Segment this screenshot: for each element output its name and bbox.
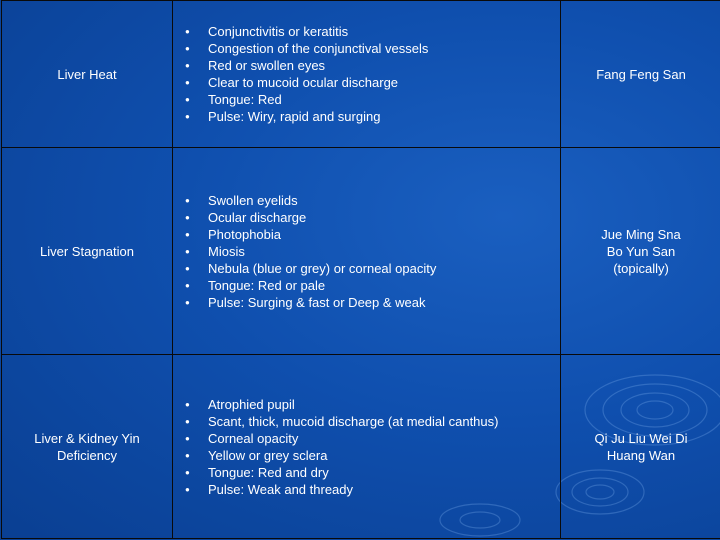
sign-text: Tongue: Red or pale [208,277,326,293]
sign-text: Pulse: Wiry, rapid and surging [208,109,381,124]
sign-text: Red or swollen eyes [208,58,326,73]
bullet-icon: ● [185,195,190,205]
formula-cell [561,148,720,355]
formula-label: Qi Ju Liu Wei Di Huang Wan [594,430,688,463]
list-item [185,74,560,91]
bullet-icon: ● [185,27,190,36]
list-item [185,447,560,464]
sign-text: Corneal opacity [208,430,299,446]
signs-cell [173,355,561,539]
condition-label: Liver Stagnation [40,243,134,259]
table-row [2,148,720,355]
bullet-icon: ● [185,484,190,494]
sign-text: Tongue: Red and dry [208,464,329,480]
sign-text: Nebula (blue or grey) or corneal opacity [208,260,437,276]
bullet-icon: ● [185,112,190,121]
list-item [185,226,560,243]
sign-text: Ocular discharge [208,209,307,225]
bullet-icon: ● [185,297,190,307]
bullet-icon: ● [185,263,190,273]
list-item [185,23,560,40]
bullet-icon: ● [185,280,190,290]
list-item [185,277,560,294]
sign-text: Miosis [208,243,245,259]
sign-text: Atrophied pupil [208,396,295,412]
list-item [185,464,560,481]
condition-label: Liver & Kidney Yin Deficiency [34,430,140,463]
condition-cell [2,148,173,355]
list-item [185,413,560,430]
table-row [2,1,720,148]
list-item [185,396,560,413]
list-item [185,481,560,498]
signs-list [173,396,560,498]
formula-label: Fang Feng San [596,66,686,82]
sign-text: Tongue: Red [208,92,282,107]
sign-text: Scant, thick, mucoid discharge (at medial canthus) [208,413,499,429]
list-item [185,91,560,108]
table-row [2,355,720,539]
bullet-icon: ● [185,61,190,70]
eye-condition-table [1,0,720,539]
bullet-icon: ● [185,44,190,53]
formula-cell [561,355,720,539]
list-item [185,40,560,57]
bullet-icon: ● [185,78,190,87]
signs-cell [173,148,561,355]
bullet-icon: ● [185,399,190,409]
sign-text: Pulse: Weak and thready [208,481,354,497]
sign-text: Yellow or grey sclera [208,447,328,463]
list-item [185,294,560,311]
bullet-icon: ● [185,467,190,477]
bullet-icon: ● [185,229,190,239]
list-item [185,209,560,226]
list-item [185,243,560,260]
signs-cell [173,1,561,148]
sign-text: Swollen eyelids [208,192,298,208]
condition-cell [2,355,173,539]
bullet-icon: ● [185,416,190,426]
signs-list [173,192,560,311]
bullet-icon: ● [185,212,190,222]
bullet-icon: ● [185,246,190,256]
bullet-icon: ● [185,433,190,443]
bullet-icon: ● [185,450,190,460]
sign-text: Congestion of the conjunctival vessels [208,41,429,56]
sign-text: Photophobia [208,226,282,242]
list-item [185,108,560,125]
list-item [185,192,560,209]
signs-list [173,23,560,125]
sign-text: Clear to mucoid ocular discharge [208,75,399,90]
condition-cell [2,1,173,148]
formula-label: Jue Ming Sna Bo Yun San (topically) [601,226,681,276]
sign-text: Conjunctivitis or keratitis [208,24,349,39]
list-item [185,430,560,447]
list-item [185,57,560,74]
formula-cell [561,1,720,148]
list-item [185,260,560,277]
sign-text: Pulse: Surging & fast or Deep & weak [208,294,426,310]
bullet-icon: ● [185,95,190,104]
condition-label: Liver Heat [57,66,117,82]
